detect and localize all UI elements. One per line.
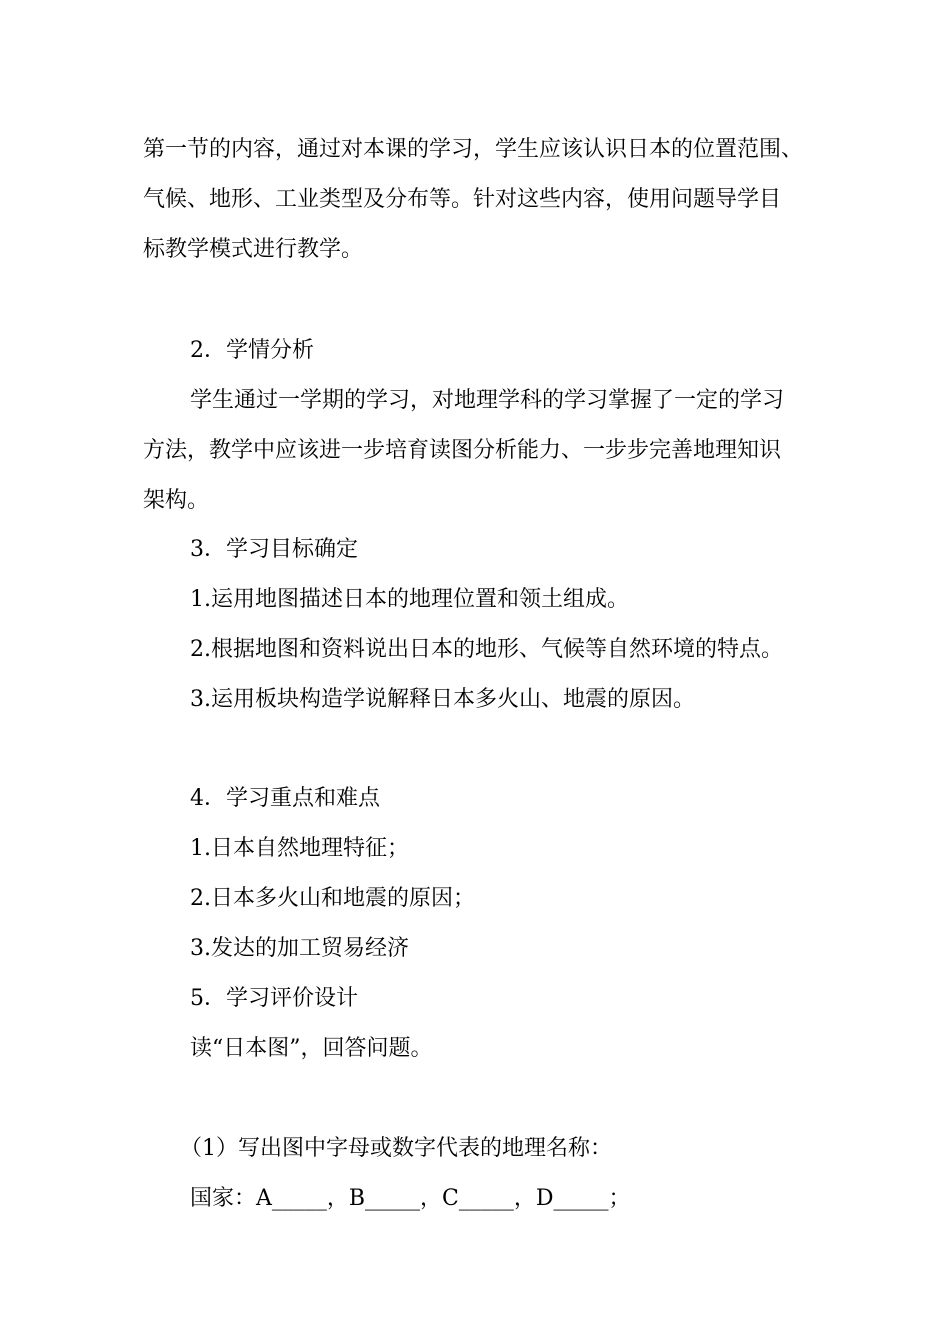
section-3-item-3: 3.运用板块构造学说解释日本多火山、地震的原因。 [190, 687, 695, 712]
section-4-item-1: 1.日本自然地理特征； [190, 836, 409, 861]
section-3-item-2: 2.根据地图和资料说出日本的地形、气候等自然环境的特点。 [190, 637, 783, 662]
section-3-heading: 3．学习目标确定 [190, 537, 358, 562]
section-5-prompt: 读“日本图”，回答问题。 [190, 1036, 433, 1061]
section-2-line-3: 架构。 [143, 488, 210, 513]
question-1: （1）写出图中字母或数字代表的地理名称： [180, 1136, 612, 1161]
intro-line-2: 气候、地形、工业类型及分布等。针对这些内容，使用问题导学目 [143, 187, 782, 212]
section-4-item-3: 3.发达的加工贸易经济 [190, 936, 409, 961]
intro-line-1: 第一节的内容，通过对本课的学习，学生应该认识日本的位置范围、 [143, 137, 804, 162]
countries-fill-in: 国家：A_____，B_____，C_____，D_____； [190, 1186, 631, 1211]
section-2-line-2: 方法，教学中应该进一步培育读图分析能力、一步步完善地理知识 [143, 438, 782, 463]
section-5-heading: 5．学习评价设计 [190, 986, 358, 1011]
section-2-line-1: 学生通过一学期的学习，对地理学科的学习掌握了一定的学习 [190, 388, 785, 413]
section-2-heading: 2．学情分析 [190, 338, 314, 363]
intro-line-3: 标教学模式进行教学。 [143, 237, 364, 262]
section-4-item-2: 2.日本多火山和地震的原因； [190, 886, 475, 911]
section-3-item-1: 1.运用地图描述日本的地理位置和领土组成。 [190, 587, 629, 612]
section-4-heading: 4．学习重点和难点 [190, 786, 380, 811]
